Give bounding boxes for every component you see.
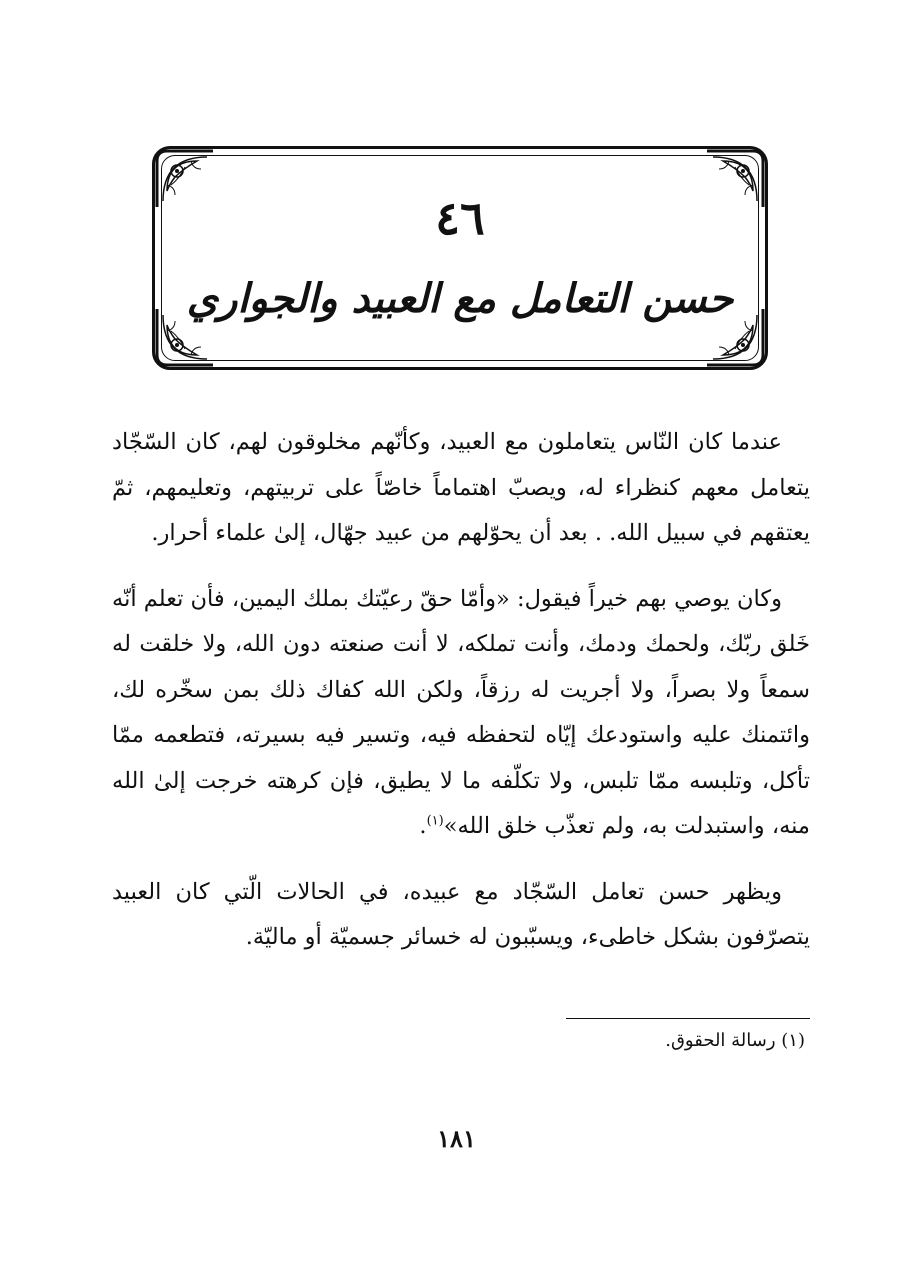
paragraph [112, 870, 810, 961]
frame-inner-border [161, 155, 759, 361]
chapter-number: ٤٦ [435, 191, 485, 245]
body-text [112, 420, 810, 981]
paragraph-text: ويظهر حسن تعامل السّجّاد مع عبيده، في الحالات الّتي كان العبيد يتصرّفون بشكل خاطىء، ويسبّبون له خسائر جسميّة أو ماليّة. [112, 878, 810, 950]
chapter-title: حسن التعامل مع العبيد والجواري [186, 275, 734, 322]
paragraph [112, 577, 810, 850]
paragraph-end: . [419, 813, 427, 839]
footnote: (١) رسالة الحقوق. [665, 1030, 805, 1051]
footnote-ref: (١) [426, 813, 444, 829]
paragraph-text: وكان يوصي بهم خيراً فيقول: «وأمّا حقّ رعيّتك بملك اليمين، فأن تعلم أنّه خَلق ربّك، ولحمك ودمك، وأنت تملكه، لا أنت صنعته دون الله، ولا خلقت له سمعاً ولا بصراً، ولا أجريت له رزقاً، ولكن الله كفاك ذلك بمن سخّره لك، وائتمنك عليه واستودعك إيّاه لتحفظه فيه، وتسير فيه بسيرته، فتطعمه ممّا تأكل، وتلبسه ممّا تلبس، ولا تكلّفه ما لا يطيق، فإن كرهته خرجت إلىٰ الله منه، واستبدلت به، ولم تعذّب خلق الله» [112, 585, 810, 839]
chapter-header-frame [152, 146, 768, 370]
page-number: ١٨١ [437, 1124, 476, 1153]
footnote-divider [566, 1018, 810, 1019]
paragraph-text: عندما كان النّاس يتعاملون مع العبيد، وكأنّهم مخلوقون لهم، كان السّجّاد يتعامل معهم كنظراء له، ويصبّ اهتماماً خاصّاً على تربيتهم، وتعليمهم، ثمّ يعتقهم في سبيل الله. . بعد أن يحوّلهم من عبيد جهّال، إلىٰ علماء أحرار. [112, 429, 810, 546]
paragraph [112, 420, 810, 557]
